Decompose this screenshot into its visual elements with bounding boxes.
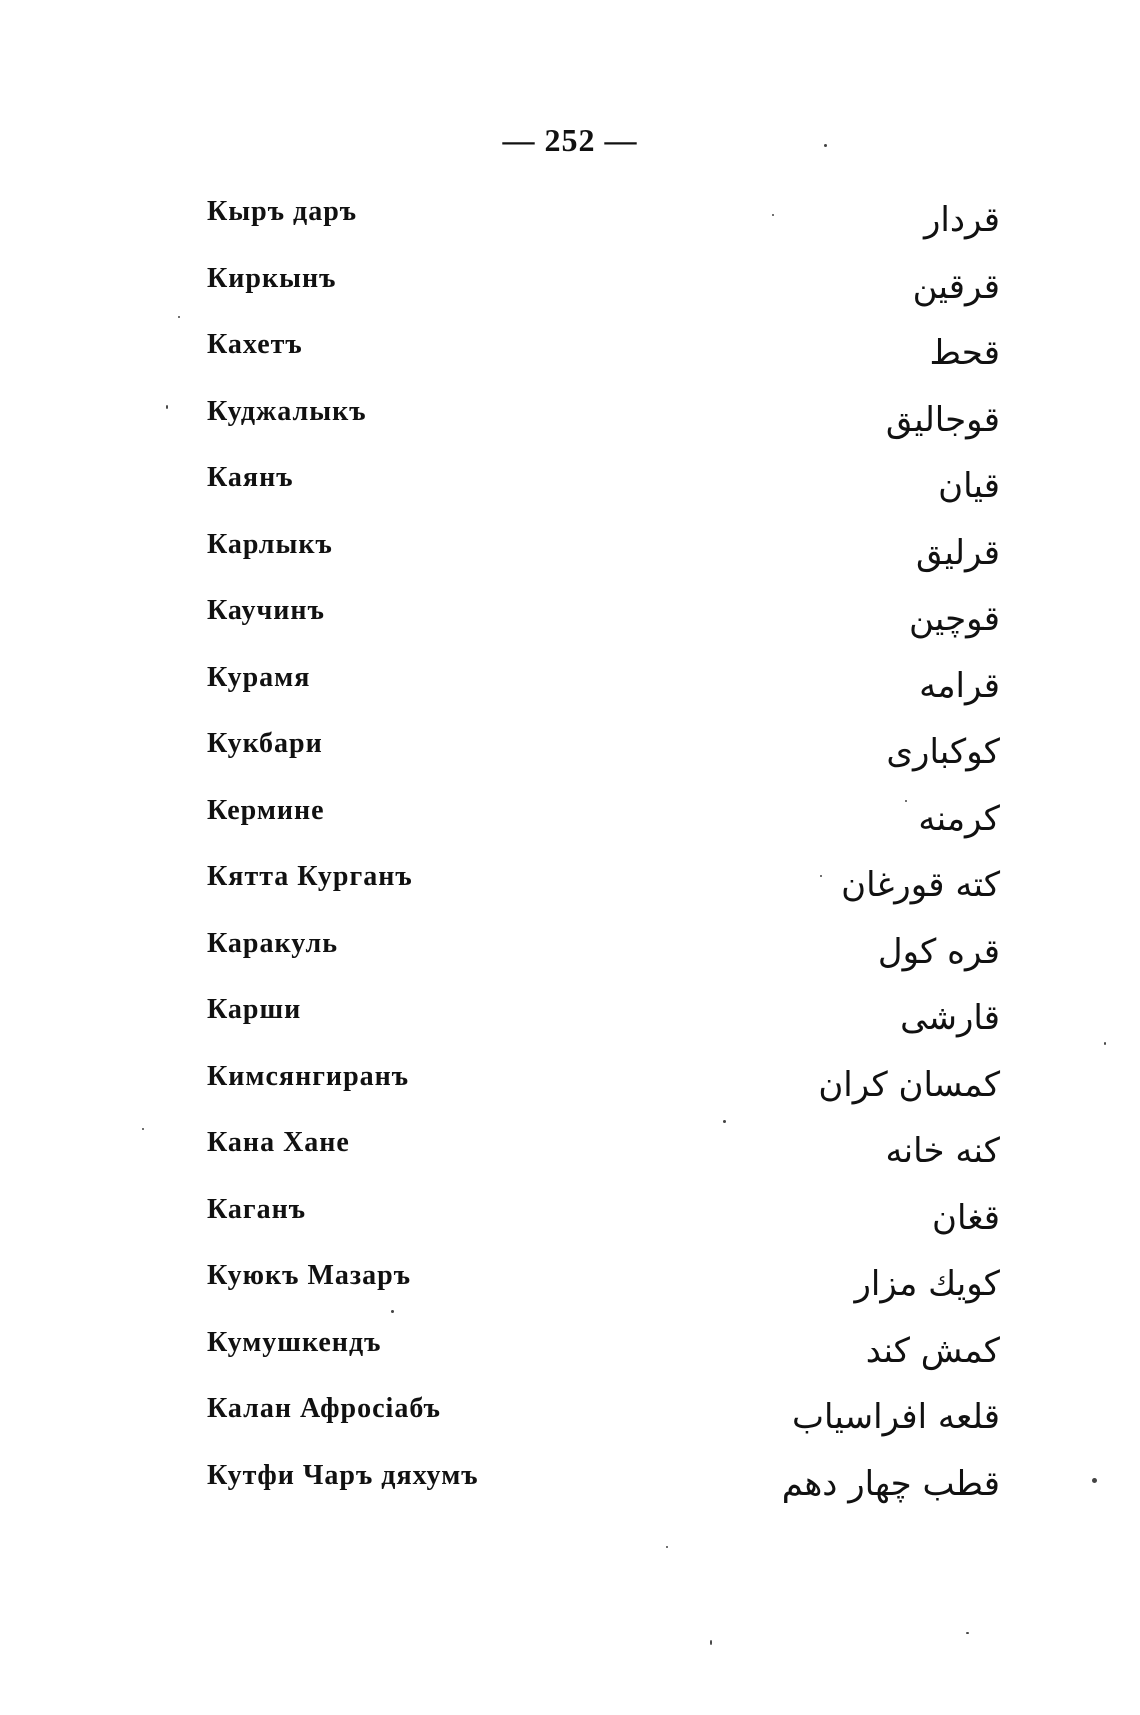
scan-speck xyxy=(142,1128,144,1130)
glossary-entry xyxy=(0,662,1140,729)
arabic-script-term: قيان xyxy=(938,466,1000,506)
russian-term: Кутфи Чаръ дяхумъ xyxy=(207,1459,479,1491)
russian-term: Куюкъ Мазаръ xyxy=(207,1260,412,1291)
scan-speck xyxy=(820,875,822,877)
russian-term: Кана Хане xyxy=(207,1127,350,1158)
scan-speck xyxy=(666,1546,668,1548)
arabic-script-term: قرقين xyxy=(912,266,1000,307)
russian-term: Кахетъ xyxy=(207,329,303,360)
scan-speck xyxy=(772,214,774,216)
glossary-entry xyxy=(0,728,1140,795)
russian-term: Курамя xyxy=(207,661,311,693)
glossary-entry xyxy=(0,795,1140,862)
glossary-entry xyxy=(0,861,1140,928)
scan-speck xyxy=(966,1632,969,1634)
arabic-script-term: قغان xyxy=(932,1197,1000,1238)
scan-speck xyxy=(166,405,168,409)
glossary-entry xyxy=(0,329,1140,396)
russian-term: Куджалыкъ xyxy=(207,395,367,427)
arabic-script-term: قوجاليق xyxy=(885,399,1000,440)
scan-speck xyxy=(824,144,827,147)
glossary-entry xyxy=(0,595,1140,662)
russian-term: Каракуль xyxy=(207,927,339,959)
scan-speck xyxy=(723,1120,726,1123)
arabic-script-term: كرمنه xyxy=(918,798,1000,839)
scan-speck xyxy=(710,1640,712,1645)
scan-speck xyxy=(905,800,907,802)
glossary-entry xyxy=(0,529,1140,596)
glossary-entry xyxy=(0,396,1140,463)
russian-term: Кермине xyxy=(207,794,325,826)
glossary-entry xyxy=(0,462,1140,529)
arabic-script-term: كمسان كران xyxy=(818,1064,1000,1105)
scan-speck xyxy=(1092,1478,1097,1483)
glossary-entry xyxy=(0,1127,1140,1194)
glossary-list xyxy=(0,196,1140,1526)
glossary-entry xyxy=(0,263,1140,330)
glossary-entry xyxy=(0,1393,1140,1460)
glossary-entry xyxy=(0,928,1140,995)
arabic-script-term: قارشى xyxy=(900,998,1000,1038)
glossary-entry xyxy=(0,1260,1140,1327)
glossary-entry xyxy=(0,1194,1140,1261)
scan-speck xyxy=(391,1310,394,1313)
arabic-script-term: قوچين xyxy=(909,599,1000,639)
russian-term: Кумушкендъ xyxy=(207,1326,382,1358)
russian-term: Каянъ xyxy=(207,462,294,493)
russian-term: Кятта Курганъ xyxy=(207,861,413,892)
russian-term: Карши xyxy=(207,994,302,1025)
russian-term: Карлыкъ xyxy=(207,528,333,560)
arabic-script-term: كمش كند xyxy=(865,1330,1000,1371)
glossary-entry xyxy=(0,1327,1140,1394)
arabic-script-term: قرليق xyxy=(916,532,1000,573)
arabic-script-term: قلعه افراسياب xyxy=(792,1397,1000,1437)
glossary-entry xyxy=(0,1061,1140,1128)
arabic-script-term: كته قورغان xyxy=(841,865,1000,905)
arabic-script-term: قردار xyxy=(923,200,1000,240)
scan-speck xyxy=(1104,1042,1106,1045)
arabic-script-term: كنه خانه xyxy=(885,1131,1000,1171)
glossary-entry xyxy=(0,196,1140,263)
russian-term: Киркынъ xyxy=(207,262,337,294)
russian-term: Кимсянгиранъ xyxy=(207,1060,410,1092)
arabic-script-term: كويك مزار xyxy=(854,1264,1000,1304)
russian-term: Кукбари xyxy=(207,728,323,759)
arabic-script-term: قطب چهار دهم xyxy=(781,1463,1000,1504)
russian-term: Каучинъ xyxy=(207,595,325,626)
russian-term: Калан Афросiабъ xyxy=(207,1393,441,1424)
arabic-script-term: قرامه xyxy=(919,665,1000,706)
glossary-entry xyxy=(0,994,1140,1061)
scan-speck xyxy=(178,316,180,318)
arabic-script-term: قره كول xyxy=(877,931,1000,972)
arabic-script-term: كوكبارى xyxy=(886,732,1000,772)
russian-term: Каганъ xyxy=(207,1193,307,1225)
glossary-entry xyxy=(0,1460,1140,1527)
arabic-script-term: قحط xyxy=(929,333,1000,373)
page-number: — 252 — xyxy=(502,122,638,158)
russian-term: Кыръ даръ xyxy=(207,196,358,227)
